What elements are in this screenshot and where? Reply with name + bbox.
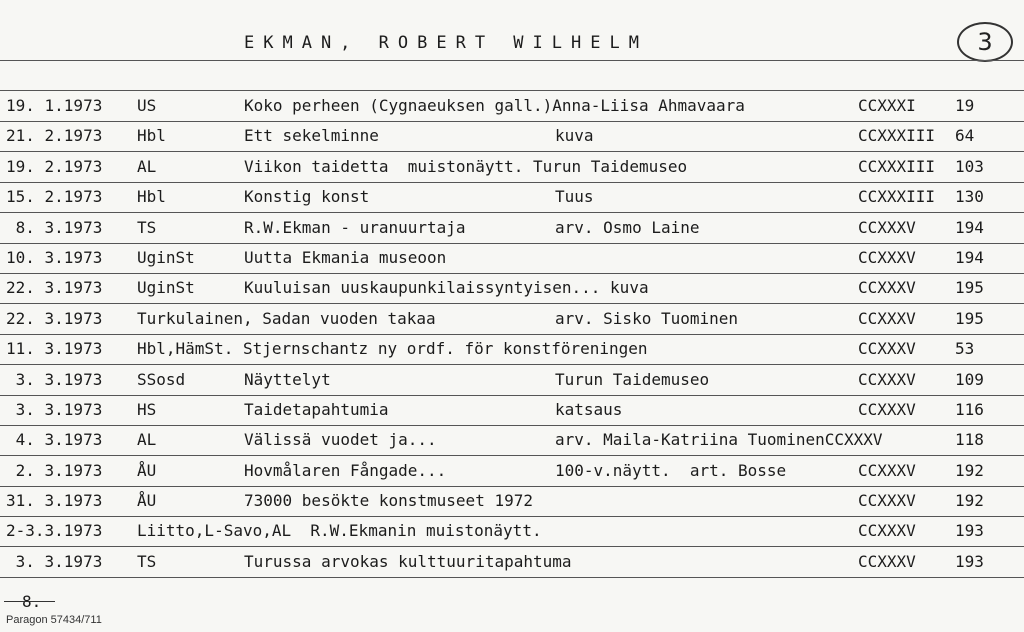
card-title: EKMAN, ROBERT WILHELM (244, 33, 648, 53)
entry-source: Hbl,HämSt. Stjernschantz ny ordf. för konstföreningen (137, 339, 648, 359)
entry-date: 2-3.3.1973 (6, 521, 103, 541)
table-row (0, 335, 1024, 365)
entry-note: arv. Osmo Laine (555, 217, 700, 237)
entry-headline: Turussa arvokas kulttuuritapahtuma (244, 551, 572, 571)
entry-headline: Kuuluisan uuskaupunkilaissyntyisen... kuva (244, 278, 649, 298)
entry-page: 116 (955, 399, 984, 419)
table-row (0, 457, 1024, 487)
entry-date: 19. 1.1973 (6, 96, 103, 115)
entry-volume: CCXXXV (858, 339, 916, 359)
entry-date: 3. 3.1973 (6, 369, 103, 389)
table-row (0, 426, 1024, 456)
entry-source: US (137, 96, 157, 115)
entry-source: ÅU (137, 491, 157, 511)
entry-source: Hbl (137, 126, 166, 146)
entry-date: 19. 2.1973 (6, 156, 103, 176)
entry-source: ÅU (137, 460, 157, 480)
entry-source: Turkulainen, Sadan vuoden takaa (137, 308, 436, 328)
table-row (0, 183, 1024, 213)
entry-page: 19 (955, 96, 975, 115)
entry-date: 10. 3.1973 (6, 247, 103, 267)
entry-date: 3. 3.1973 (6, 399, 103, 419)
entry-volume: CCXXXV (858, 247, 916, 267)
entry-volume: CCXXXV (858, 278, 916, 298)
entry-source: Liitto,L-Savo,AL R.W.Ekmanin muistonäytt. (137, 521, 542, 541)
entry-headline: Välissä vuodet ja... (244, 430, 437, 450)
entry-volume: CCXXXV (858, 217, 916, 237)
table-row (0, 122, 1024, 152)
entry-source: SSosd (137, 369, 186, 389)
entry-source: AL (137, 156, 157, 176)
table-row (0, 396, 1024, 426)
entry-date: 21. 2.1973 (6, 126, 103, 146)
entry-page: 193 (955, 551, 984, 571)
table-row (0, 92, 1024, 122)
entry-volume: CCXXXV (858, 369, 916, 389)
entry-page: 64 (955, 126, 975, 146)
next-entry-number: 8. (22, 592, 42, 611)
table-row (0, 366, 1024, 396)
entry-page: 109 (955, 369, 984, 389)
entry-page: 53 (955, 339, 975, 359)
entry-page: 195 (955, 278, 984, 298)
entry-headline: Koko perheen (Cygnaeuksen gall.)Anna-Liisa Ahmavaara (244, 96, 745, 115)
entry-volume: CCXXXV (858, 399, 916, 419)
entry-date: 15. 2.1973 (6, 187, 103, 207)
entry-date: 22. 3.1973 (6, 308, 103, 328)
entry-note: Tuus (555, 187, 594, 207)
entry-volume: CCXXXI (858, 96, 916, 115)
entry-volume: CCXXXV (858, 551, 916, 571)
entry-note: 100-v.näytt. art. Bosse (555, 460, 787, 480)
entry-page: 103 (955, 156, 984, 176)
entry-headline: Taidetapahtumia (244, 399, 389, 419)
entry-page: 193 (955, 521, 984, 541)
entry-page: 118 (955, 430, 984, 450)
entry-volume: CCXXXIII (858, 156, 936, 176)
entry-headline: Näyttelyt (244, 369, 331, 389)
entry-page: 192 (955, 460, 984, 480)
entry-page: 195 (955, 308, 984, 328)
entry-headline: Hovmålaren Fångade... (244, 460, 447, 480)
entry-page: 194 (955, 247, 984, 267)
entry-source: UginSt (137, 247, 195, 267)
entry-date: 4. 3.1973 (6, 430, 103, 450)
entry-page: 194 (955, 217, 984, 237)
entry-volume: CCXXXIII (858, 126, 936, 146)
table-row (0, 274, 1024, 304)
entry-source: Hbl (137, 187, 166, 207)
entry-source: AL (137, 430, 157, 450)
entry-headline: 73000 besökte konstmuseet 1972 (244, 491, 533, 511)
entry-note: kuva (555, 126, 594, 146)
entry-volume: CCXXXV (858, 521, 916, 541)
entry-date: 22. 3.1973 (6, 278, 103, 298)
entry-date: 3. 3.1973 (6, 551, 103, 571)
entry-note: katsaus (555, 399, 623, 419)
entry-headline: Ett sekelminne (244, 126, 379, 146)
entry-note: arv. Sisko Tuominen (555, 308, 739, 328)
card-number-circle: 3 (957, 22, 1013, 62)
entry-page: 192 (955, 491, 984, 511)
entry-volume: CCXXXV (858, 460, 916, 480)
table-row (0, 153, 1024, 183)
entry-headline: Uutta Ekmania museoon (244, 247, 447, 267)
entry-date: 2. 3.1973 (6, 460, 103, 480)
entry-note: arv. Maila-Katriina TuominenCCXXXV (555, 430, 883, 450)
table-row (0, 244, 1024, 274)
entry-note: Turun Taidemuseo (555, 369, 710, 389)
header-rule-top (0, 60, 1024, 61)
entry-source: HS (137, 399, 157, 419)
table-row (0, 305, 1024, 335)
entry-volume: CCXXXV (858, 308, 916, 328)
table-row (0, 214, 1024, 244)
entry-volume: CCXXXIII (858, 187, 936, 207)
entry-headline: R.W.Ekman - uranuurtaja (244, 217, 466, 237)
entry-source: UginSt (137, 278, 195, 298)
entry-source: TS (137, 551, 157, 571)
entry-headline: Viikon taidetta muistonäytt. Turun Taidemuseo (244, 156, 688, 176)
row-rule (0, 577, 1024, 578)
entry-source: TS (137, 217, 157, 237)
entry-date: 8. 3.1973 (6, 217, 103, 237)
entry-page: 130 (955, 187, 984, 207)
entry-date: 11. 3.1973 (6, 339, 103, 359)
entries-list (0, 92, 1024, 578)
printer-mark: Paragon 57434/711 (6, 614, 102, 626)
entry-volume: CCXXXV (858, 491, 916, 511)
header-rule-bottom (0, 90, 1024, 91)
entry-headline: Konstig konst (244, 187, 370, 207)
table-row (0, 487, 1024, 517)
entry-date: 31. 3.1973 (6, 491, 103, 511)
table-row (0, 517, 1024, 547)
table-row (0, 548, 1024, 578)
